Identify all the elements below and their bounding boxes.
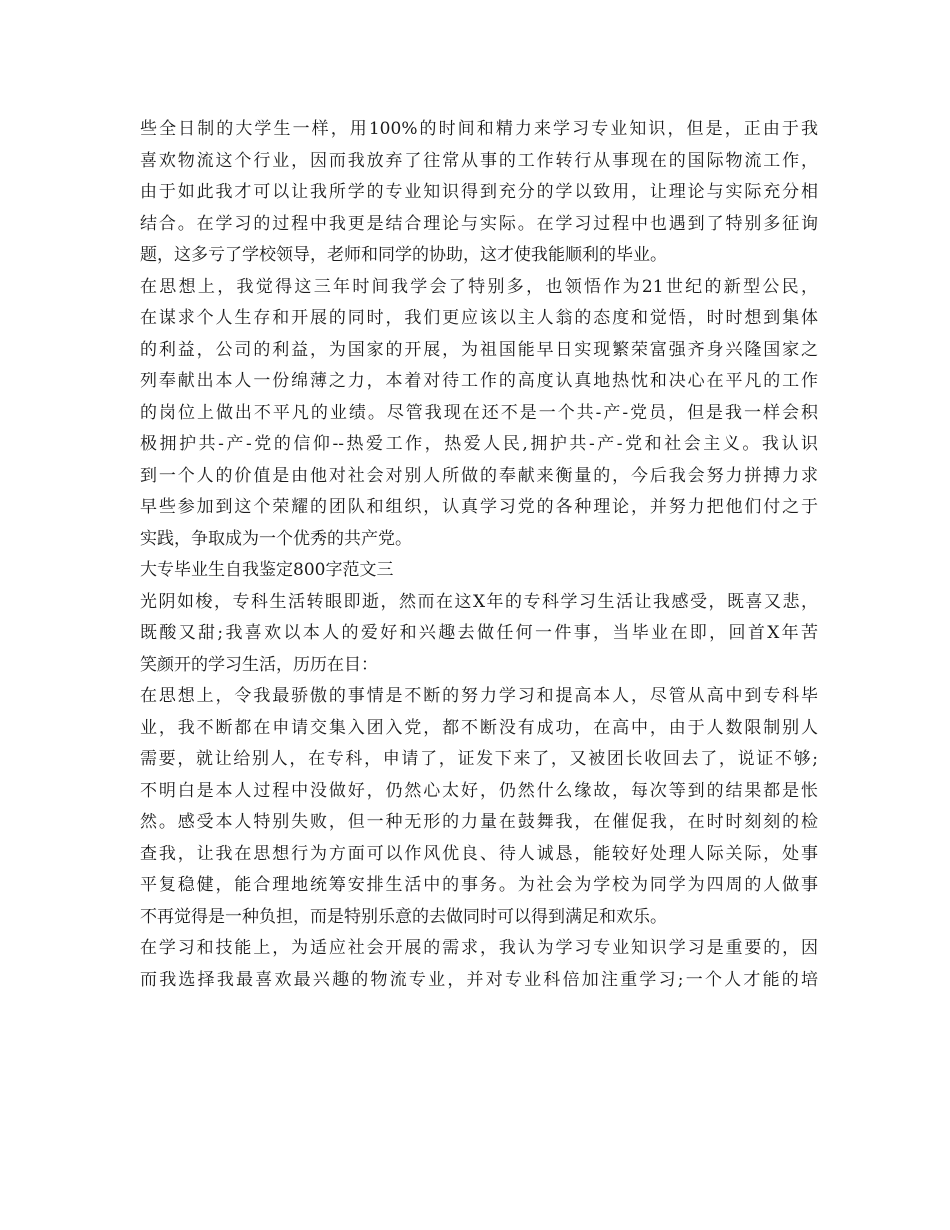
text-line: 到一个人的价值是由他对社会对别人所做的奉献来衡量的，今后我会努力拼搏力求 bbox=[140, 465, 818, 486]
text-line: 既酸又甜;我喜欢以本人的爱好和兴趣去做任何一件事，当毕业在即，回首X年苦 bbox=[140, 623, 818, 643]
text-line: 结合。在学习的过程中我更是结合理论与实际。在学习过程中也遇到了特别多征询 bbox=[140, 213, 818, 234]
text-line: 由于如此我才可以让我所学的专业知识得到充分的学以致用，让理论与实际充分相 bbox=[140, 182, 818, 202]
text-line: 而我选择我最喜欢最兴趣的物流专业，并对专业科倍加注重学习;一个人才能的培 bbox=[140, 969, 818, 990]
text-line: 平复稳健，能合理地统筹安排生活中的事务。为社会为学校为同学为四周的人做事 bbox=[140, 875, 818, 895]
text-line: 的岗位上做出不平凡的业绩。尽管我现在还不是一个共-产-党员，但是我一样会积 bbox=[140, 402, 818, 423]
text-line: 极拥护共-产-党的信仰--热爱工作，热爱人民,拥护共-产-党和社会主义。我认识 bbox=[140, 434, 818, 454]
text-line: 光阴如梭，专科生活转眼即逝，然而在这X年的专科学习生活让我感受，既喜又悲， bbox=[140, 591, 818, 612]
text-line: 在谋求个人生存和开展的同时，我们更应该以主人翁的态度和觉悟，时时想到集体 bbox=[140, 308, 818, 328]
text-line: 在学习和技能上，为适应社会开展的需求，我认为学习专业知识学习是重要的，因 bbox=[140, 938, 818, 958]
text-line: 列奉献出本人一份绵薄之力，本着对待工作的高度认真地热忱和决心在平凡的工作 bbox=[140, 371, 818, 391]
text-line: 些全日制的大学生一样，用100%的时间和精力来学习专业知识，但是，正由于我 bbox=[140, 119, 818, 139]
text-line: 在思想上，我觉得这三年时间我学会了特别多，也领悟作为21世纪的新型公民， bbox=[140, 276, 818, 297]
text-line: 题，这多亏了学校领导，老师和同学的协助，这才使我能顺利的毕业。 bbox=[140, 245, 667, 265]
text-line: 大专毕业生自我鉴定800字范文三 bbox=[140, 560, 394, 580]
text-line: 然。感受本人特别失败，但一种无形的力量在鼓舞我，在催促我，在时时刻刻的检 bbox=[140, 812, 818, 832]
text-line: 实践，争取成为一个优秀的共产党。 bbox=[140, 528, 412, 549]
document-body bbox=[140, 114, 818, 996]
text-line: 的利益，公司的利益，为国家的开展，为祖国能早日实现繁荣富强齐身兴隆国家之 bbox=[140, 339, 818, 360]
text-line: 早些参加到这个荣耀的团队和组织，认真学习党的各种理论，并努力把他们付之于 bbox=[140, 497, 818, 517]
text-line: 在思想上，令我最骄傲的事情是不断的努力学习和提高本人，尽管从高中到专科毕 bbox=[140, 686, 818, 706]
text-line: 查我，让我在思想行为方面可以作风优良、待人诚恳，能较好处理人际关际，处事 bbox=[140, 843, 818, 864]
text-line: 不明白是本人过程中没做好，仍然心太好，仍然什么缘故，每次等到的结果都是怅 bbox=[140, 780, 818, 801]
text-line: 需要，就让给别人，在专科，申请了，证发下来了，又被团长收回去了，说证不够; bbox=[140, 749, 818, 769]
text-line: 笑颜开的学习生活，历历在目： bbox=[140, 654, 378, 675]
text-line: 喜欢物流这个行业，因而我放弃了往常从事的工作转行从事现在的国际物流工作， bbox=[140, 150, 818, 171]
text-line: 不再觉得是一种负担，而是特别乐意的去做同时可以得到满足和欢乐。 bbox=[140, 906, 667, 927]
text-line: 业，我不断都在申请交集入团入党，都不断没有成功，在高中，由于人数限制别人 bbox=[140, 717, 818, 738]
